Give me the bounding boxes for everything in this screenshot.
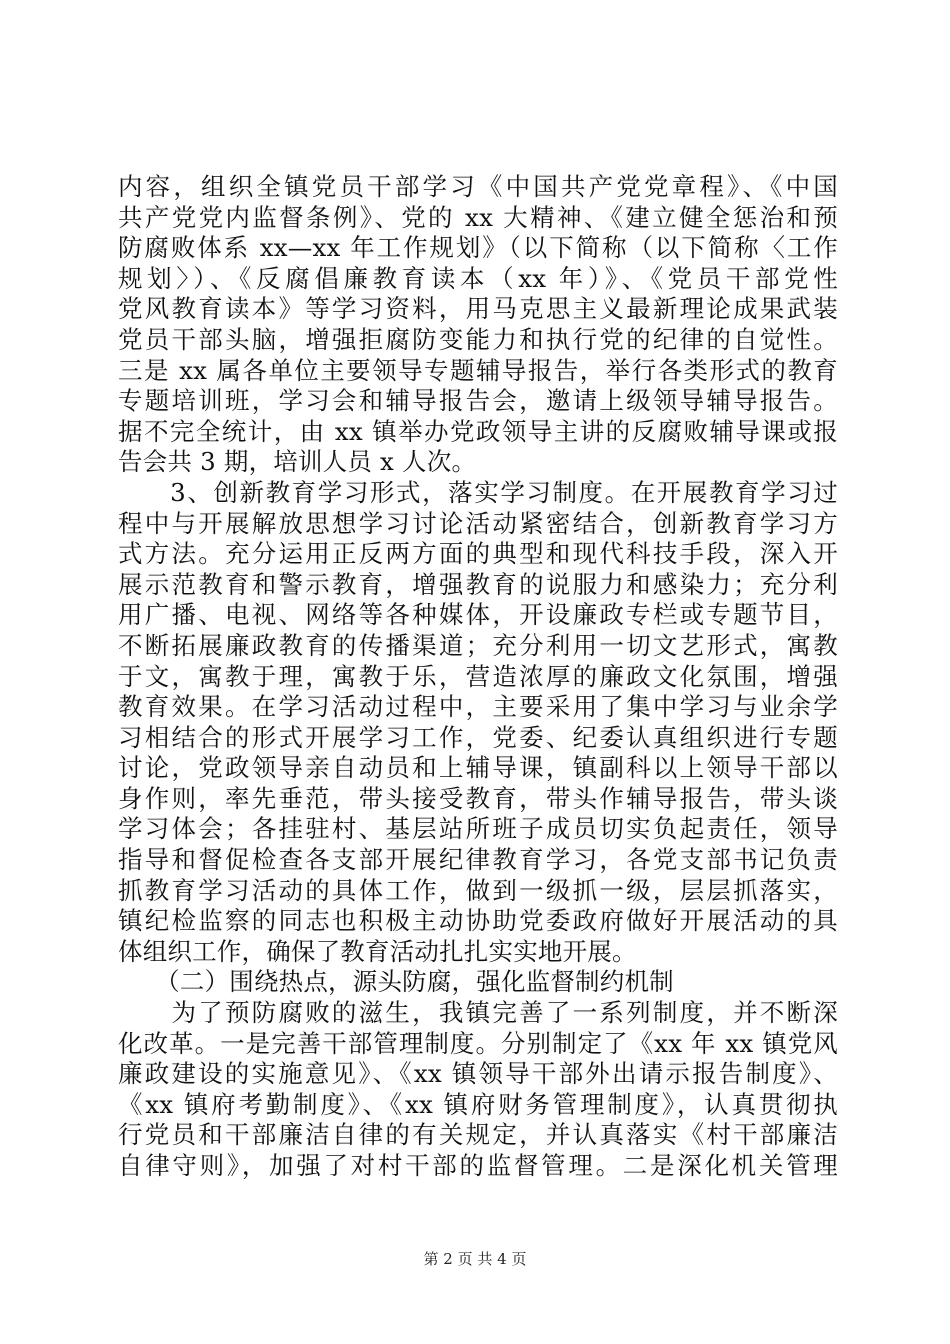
text-line: 展示范教育和警示教育，增强教育的说服力和感染力；充分利 (118, 569, 838, 599)
text-line: 规划〉）、《反腐倡廉教育读本（xx 年）》、《党员干部党性 (118, 263, 838, 293)
text-line: （二）围绕热点，源头防腐，强化监督制约机制 (118, 967, 674, 997)
text-line: 告会共 3 期，培训人员 x 人次。 (118, 447, 477, 477)
text-line: 用广播、电视、网络等各种媒体，开设廉政专栏或专题节目， (118, 600, 838, 630)
text-line: 教育效果。在学习活动过程中，主要采用了集中学习与业余学 (118, 692, 838, 722)
text-line: 共产党党内监督条例》、党的 xx 大精神、《建立健全惩治和预 (118, 202, 838, 232)
text-line: 行党员和干部廉洁自律的有关规定，并认真落实《村干部廉洁 (118, 1120, 838, 1150)
text-line: 学习体会；各挂驻村、基层站所班子成员切实负起责任，领导 (118, 814, 838, 844)
text-line: 式方法。充分运用正反两方面的典型和现代科技手段，深入开 (118, 539, 838, 569)
text-line: 党员干部头脑，增强拒腐防变能力和执行党的纪律的自觉性。 (118, 324, 838, 354)
text-line: 程中与开展解放思想学习讨论活动紧密结合，创新教育学习方 (118, 508, 838, 538)
text-line: 《xx 镇府考勤制度》、《xx 镇府财务管理制度》，认真贯彻执 (118, 1089, 838, 1119)
text-line: 于文，寓教于理，寓教于乐，营造浓厚的廉政文化氛围，增强 (118, 661, 838, 691)
text-line: 镇纪检监察的同志也积极主动协助党委政府做好开展活动的具 (118, 906, 838, 936)
text-line: 指导和督促检查各支部开展纪律教育学习，各党支部书记负责 (118, 845, 838, 875)
text-line: 廉政建设的实施意见》、《xx 镇领导干部外出请示报告制度》、 (118, 1059, 838, 1089)
text-line: 体组织工作，确保了教育活动扎扎实实地开展。 (118, 936, 637, 966)
text-line: 自律守则》，加强了对村干部的监督管理。二是深化机关管理 (118, 1151, 838, 1180)
text-line: 抓教育学习活动的具体工作，做到一级抓一级，层层抓落实， (118, 875, 838, 905)
text-line: 防腐败体系 xx—xx 年工作规划》（以下简称（以下简称〈工作 (118, 233, 838, 263)
text-line: 化改革。一是完善干部管理制度。分别制定了《xx 年 xx 镇党风 (118, 1028, 838, 1058)
body-text (118, 172, 838, 1182)
text-line: 身作则，率先垂范，带头接受教育，带头作辅导报告，带头谈 (118, 783, 838, 813)
page-footer: 第 2 页 共 4 页 (423, 1250, 527, 1268)
text-line: 不断拓展廉政教育的传播渠道；充分利用一切文艺形式，寓教 (118, 630, 838, 660)
text-line: 讨论，党政领导亲自动员和上辅导课，镇副科以上领导干部以 (118, 753, 838, 783)
text-line: 习相结合的形式开展学习工作，党委、纪委认真组织进行专题 (118, 722, 838, 752)
text-line: 党风教育读本》等学习资料，用马克思主义最新理论成果武装 (118, 294, 838, 324)
text-line: 内容，组织全镇党员干部学习《中国共产党党章程》、《中国 (118, 172, 838, 201)
text-line: 据不完全统计，由 xx 镇举办党政领导主讲的反腐败辅导课或报 (118, 416, 838, 446)
text-line: 3、创新教育学习形式，落实学习制度。在开展教育学习过 (118, 477, 838, 507)
text-line: 专题培训班，学习会和辅导报告会，邀请上级领导辅导报告。 (118, 386, 838, 416)
text-line: 为了预防腐败的滋生，我镇完善了一系列制度，并不断深 (118, 998, 838, 1028)
text-line: 三是 xx 属各单位主要领导专题辅导报告，举行各类形式的教育 (118, 355, 838, 385)
